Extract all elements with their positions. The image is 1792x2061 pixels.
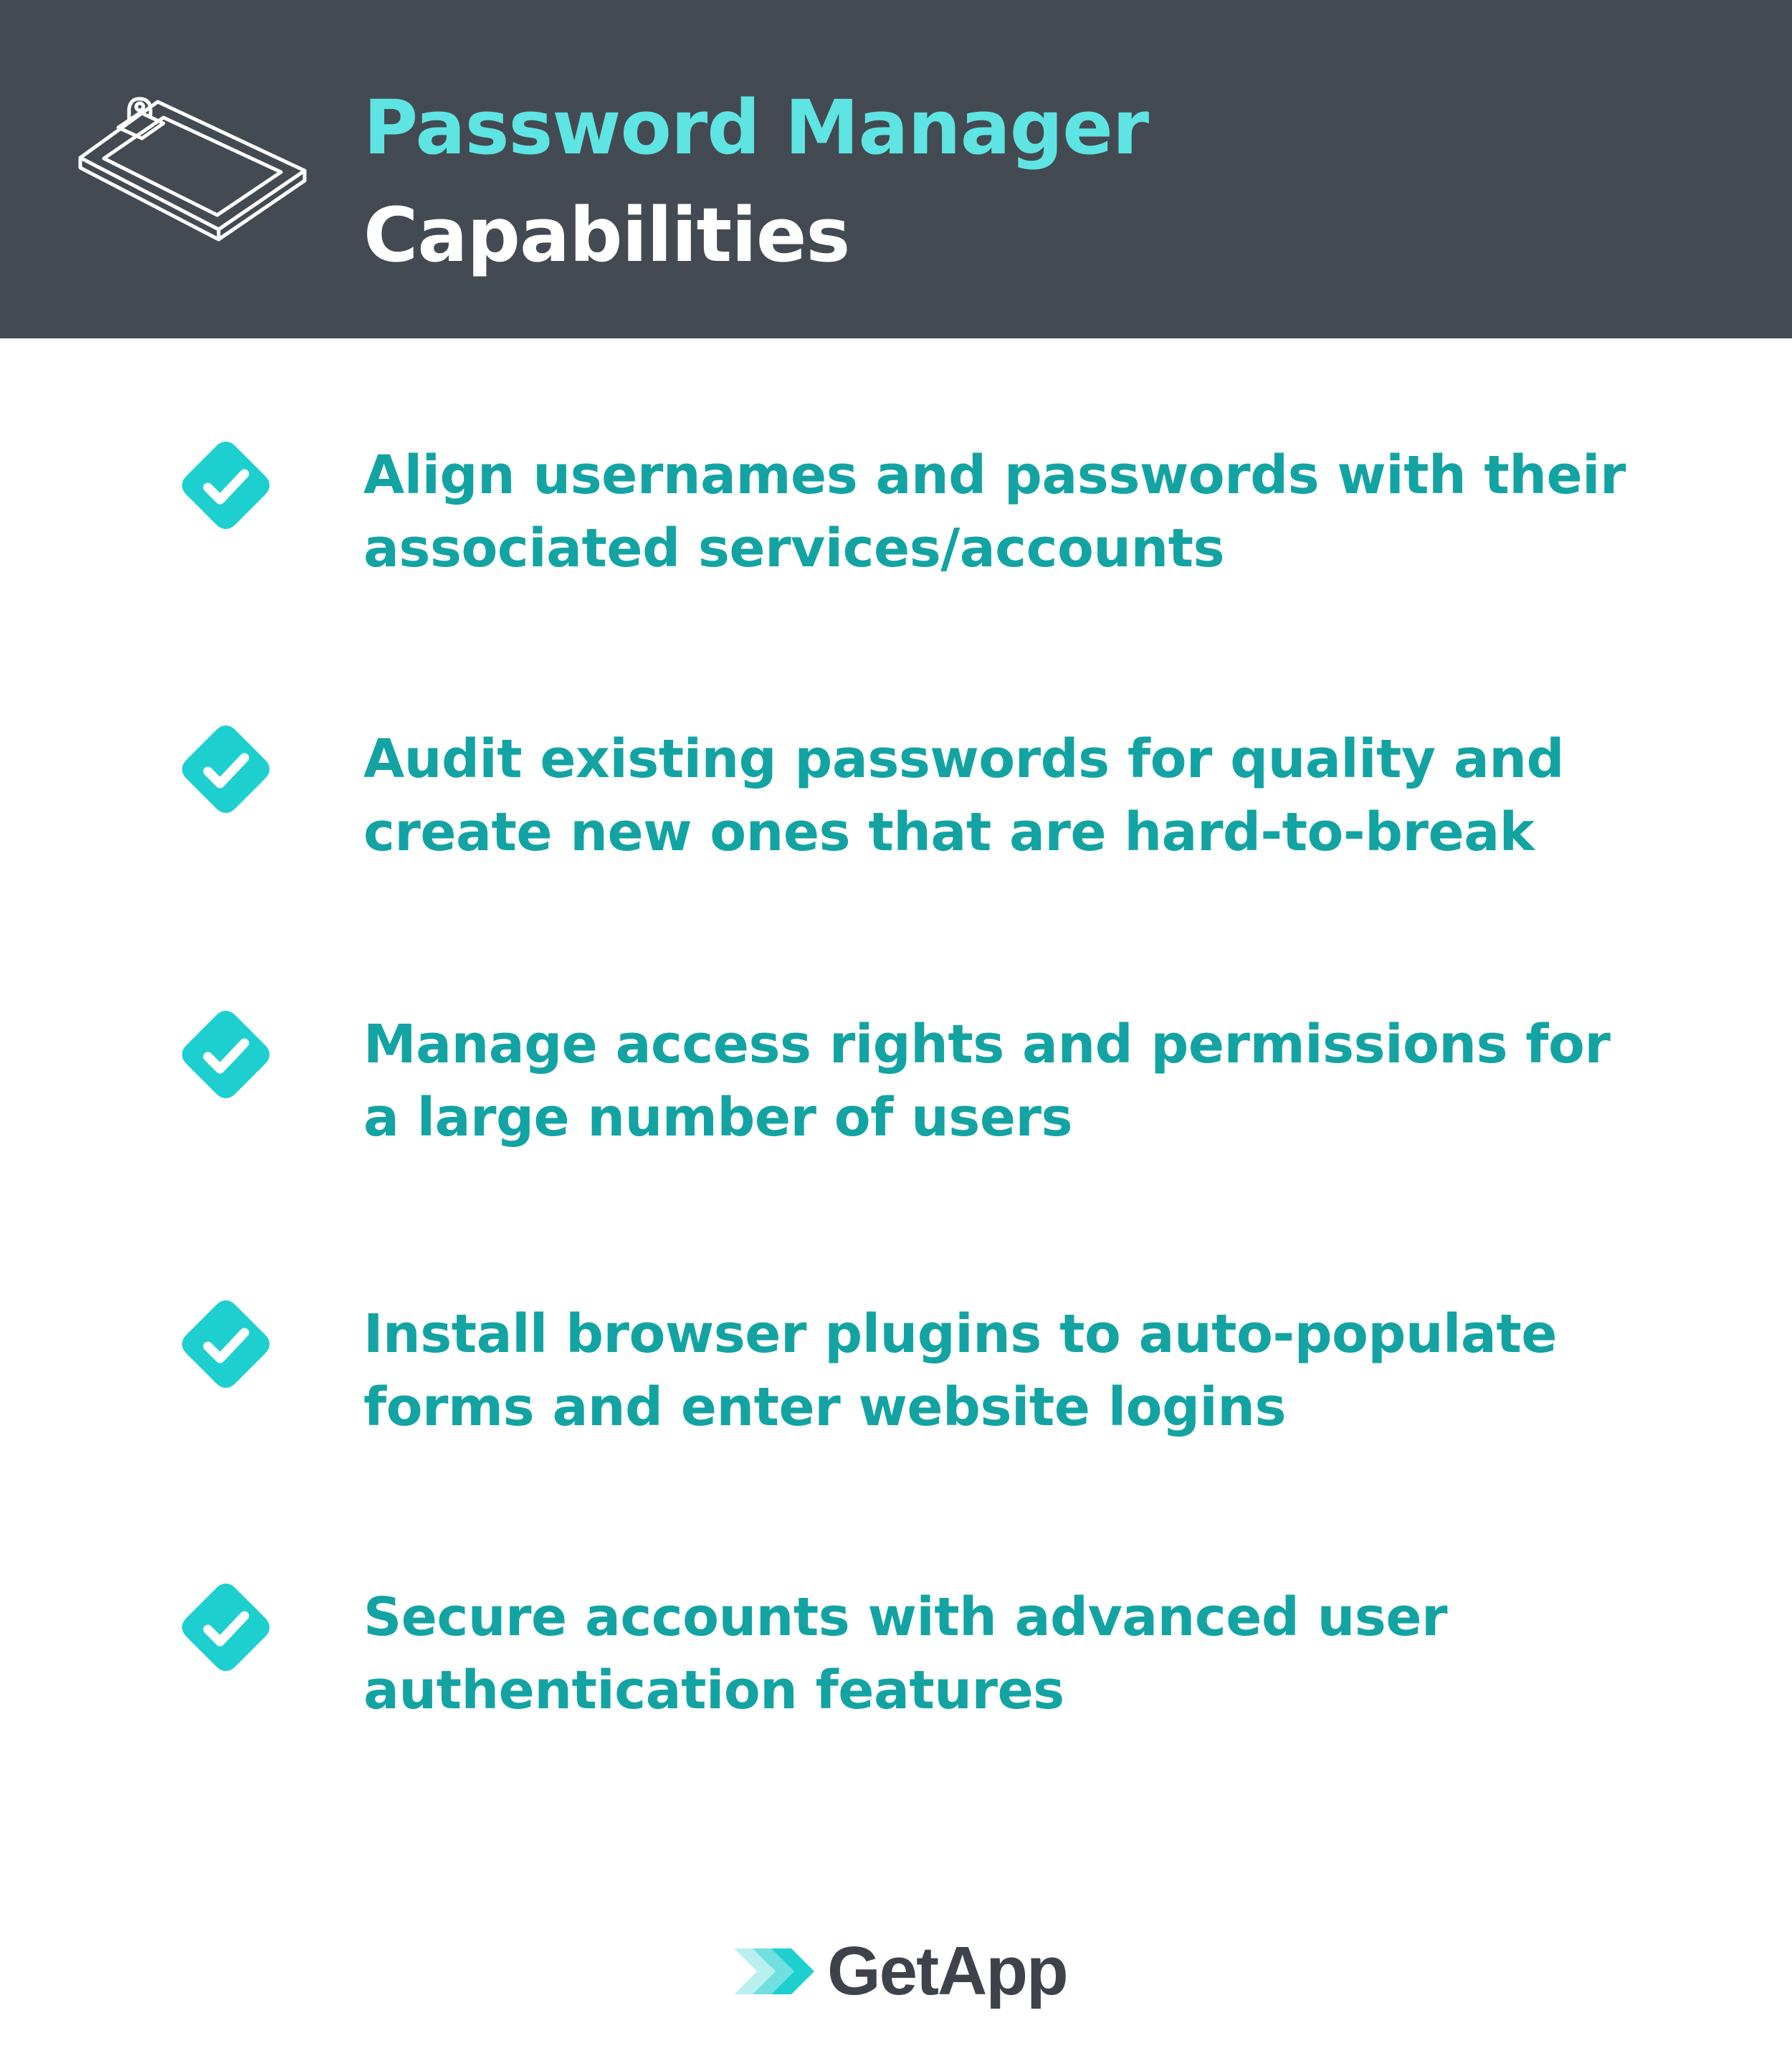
getapp-logo [731, 1933, 1067, 2009]
check-icon [179, 1008, 272, 1101]
page-subtitle: Capabilities [363, 191, 850, 279]
capability-text: Secure accounts with advanced user authentication features [363, 1586, 1448, 1721]
check-icon [179, 1298, 272, 1391]
capability-text: Manage access rights and permissions for a large number of users [363, 1014, 1611, 1148]
brand-name: GetApp [827, 1933, 1067, 2009]
capability-item [0, 1008, 1792, 1180]
check-icon [179, 439, 272, 532]
capability-text: Align usernames and passwords with their associated services/accounts [363, 444, 1626, 579]
capability-item [0, 723, 1792, 895]
header-banner [0, 0, 1792, 338]
capability-item [0, 1298, 1792, 1470]
capability-item [0, 439, 1792, 611]
capability-text: Install browser plugins to auto-populate forms and enter website logins [363, 1303, 1557, 1438]
capability-item [0, 1581, 1792, 1753]
capability-text: Audit existing passwords for quality and create new ones that are hard-to-break [363, 728, 1564, 863]
clipboard-icon [72, 86, 315, 258]
page-title: Password Manager [363, 84, 1149, 171]
getapp-chevrons-icon [731, 1943, 820, 2000]
check-icon [179, 723, 272, 816]
check-icon [179, 1581, 272, 1674]
